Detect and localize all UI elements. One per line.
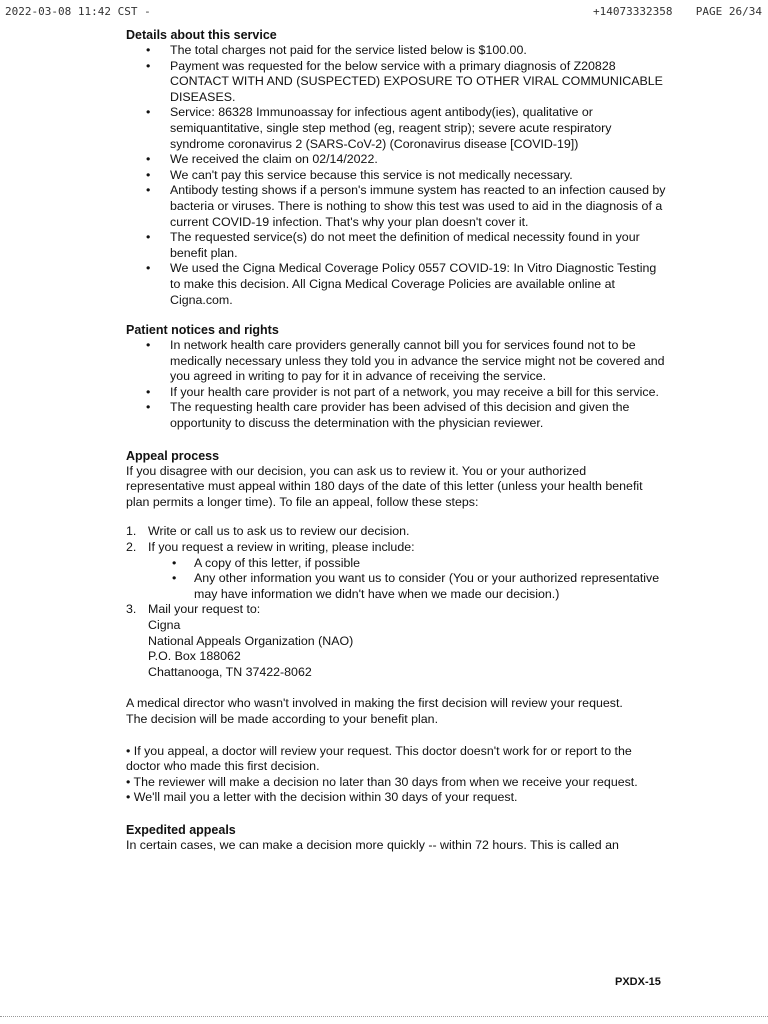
appeal-include-list bbox=[148, 556, 666, 603]
step-text: Mail your request to: bbox=[148, 602, 261, 617]
expedited-section bbox=[126, 822, 666, 854]
patient-notices-section bbox=[126, 322, 666, 432]
include-item: • Any other information you want us to consider (You or your authorized representative may have information we didn't have when we made our decision.) bbox=[148, 571, 666, 602]
spacer bbox=[126, 510, 666, 524]
appeal-intro: If you disagree with our decision, you can ask us to review it. You or your authorized representative must appeal within 180 days of the date of this letter (unless your health benefit plan permits a longer time). To file an appeal, follow these steps: bbox=[126, 463, 643, 509]
address-line: P.O. Box 188062 bbox=[148, 649, 241, 664]
letter-body bbox=[126, 27, 666, 854]
details-item: • Payment was requested for the below service with a primary diagnosis of Z20828 CONTACT WITH AND (SUSPECTED) EXPOSURE TO OTHER VIRAL COMMUNICABLE DISEASES. bbox=[126, 59, 666, 106]
step-number: 1. bbox=[126, 524, 137, 539]
include-item: • A copy of this letter, if possible bbox=[148, 556, 666, 572]
review-point: • The reviewer will make a decision no later than 30 days from when we receive your request. bbox=[126, 774, 638, 789]
details-item: • We received the claim on 02/14/2022. bbox=[126, 152, 666, 168]
appeal-step bbox=[126, 540, 666, 602]
details-item: • Antibody testing shows if a person's immune system has reacted to an infection caused by bacteria or viruses. There is nothing to show this test was used to aid in the diagnosis of a current COVID-19 infection. That's why your plan doesn't cover it. bbox=[126, 183, 666, 230]
appeal-heading: Appeal process bbox=[126, 448, 220, 463]
appeal-step bbox=[126, 524, 666, 540]
details-list bbox=[126, 43, 666, 308]
spacer bbox=[126, 680, 666, 696]
fax-datetime: 2022-03-08 11:42 CST - bbox=[5, 5, 151, 18]
step-number: 3. bbox=[126, 602, 137, 617]
mailing-address bbox=[148, 618, 666, 680]
review-point: • We'll mail you a letter with the decision within 30 days of your request. bbox=[126, 790, 518, 805]
spacer bbox=[126, 308, 666, 322]
details-heading: Details about this service bbox=[126, 28, 277, 42]
appeal-steps bbox=[126, 524, 666, 680]
review-statement: A medical director who wasn't involved in making the first decision will review your request. bbox=[126, 696, 623, 711]
page-edge-divider bbox=[0, 1016, 768, 1017]
expedited-heading: Expedited appeals bbox=[126, 822, 236, 837]
patient-notice-item: • In network health care providers generally cannot bill you for services found not to be medically necessary unless they told you in advance the service might not be covered and you agreed in writing to pay for it in advance of receiving the service. bbox=[126, 338, 666, 385]
patient-notices-heading: Patient notices and rights bbox=[126, 323, 279, 338]
step-text: Write or call us to ask us to review our decision. bbox=[148, 524, 410, 539]
details-item: • We can't pay this service because this service is not medically necessary. bbox=[126, 168, 666, 184]
address-line: National Appeals Organization (NAO) bbox=[148, 633, 354, 648]
review-basis: The decision will be made according to your benefit plan. bbox=[126, 711, 439, 726]
review-point: • If you appeal, a doctor will review your request. This doctor doesn't work for or report to the doctor who made this first decision. bbox=[126, 743, 632, 774]
appeal-step bbox=[126, 602, 666, 680]
spacer bbox=[126, 432, 666, 448]
details-item: • We used the Cigna Medical Coverage Policy 0557 COVID-19: In Vitro Diagnostic Testing to make this decision. All Cigna Medical Coverage Policies are available online at Cigna.com. bbox=[126, 261, 666, 308]
review-section bbox=[126, 696, 666, 806]
address-line: Chattanooga, TN 37422-8062 bbox=[148, 664, 312, 679]
details-section bbox=[126, 27, 666, 308]
expedited-text: In certain cases, we can make a decision more quickly -- within 72 hours. This is called an bbox=[126, 837, 619, 852]
document-code: PXDX-15 bbox=[615, 976, 661, 988]
address-line: Cigna bbox=[148, 618, 181, 632]
fax-phone-number: +14073332358 bbox=[593, 5, 673, 18]
details-item: • The requested service(s) do not meet the definition of medical necessity found in your benefit plan. bbox=[126, 230, 666, 261]
step-text: If you request a review in writing, please include: bbox=[148, 540, 415, 555]
patient-notice-item: • If your health care provider is not part of a network, you may receive a bill for this service. bbox=[126, 385, 666, 401]
details-item: • The total charges not paid for the service listed below is $100.00. bbox=[126, 43, 666, 59]
spacer bbox=[126, 806, 666, 822]
patient-notices-list bbox=[126, 338, 666, 432]
step-number: 2. bbox=[126, 540, 137, 555]
fax-header bbox=[5, 4, 762, 20]
fax-page-number: PAGE 26/34 bbox=[695, 5, 762, 18]
spacer bbox=[126, 728, 666, 744]
patient-notice-item: • The requesting health care provider has been advised of this decision and given the opportunity to discuss the determination with the physician reviewer. bbox=[126, 400, 666, 431]
details-item: • Service: 86328 Immunoassay for infectious agent antibody(ies), qualitative or semiquantitative, single step method (eg, reagent strip); severe acute respiratory syndrome coronavirus 2 (SARS-CoV-2) (Coronavirus disease [COVID-19]) bbox=[126, 105, 666, 152]
appeal-section bbox=[126, 448, 666, 681]
